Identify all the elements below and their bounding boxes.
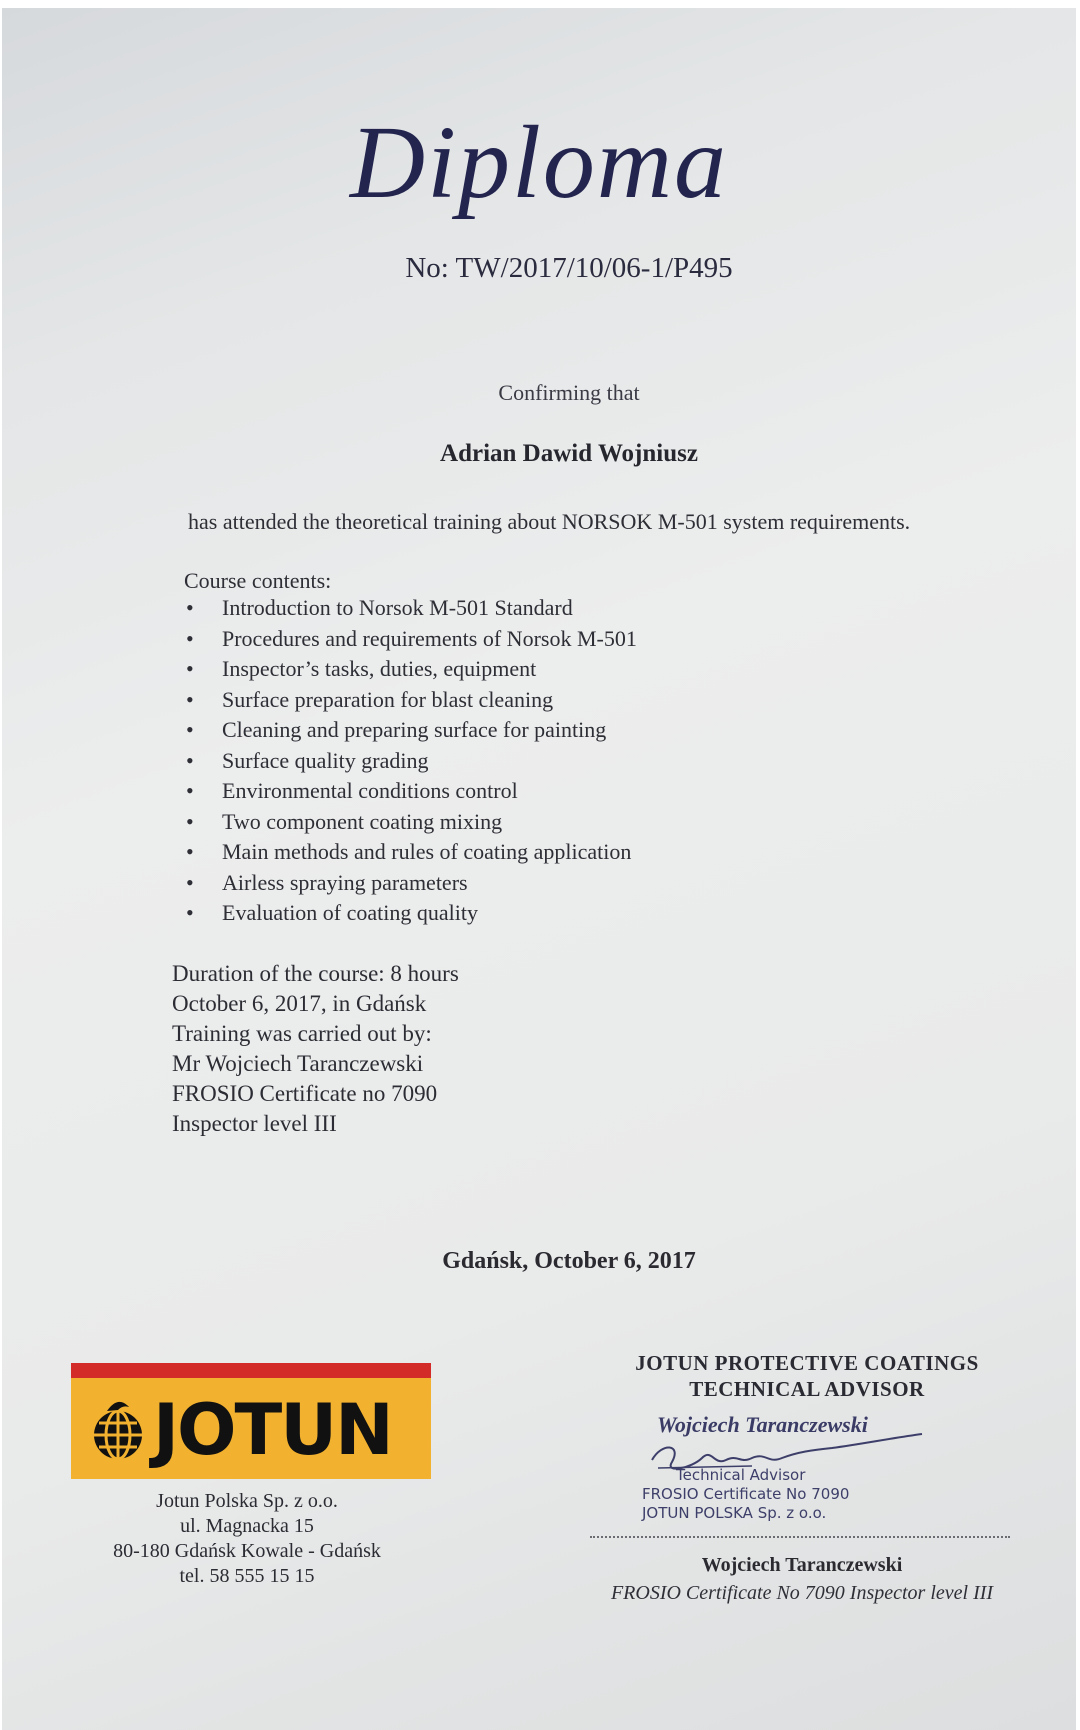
list-item — [180, 748, 637, 779]
bullet: • — [186, 747, 194, 773]
bullet: • — [186, 808, 194, 834]
trainer-certificate: FROSIO Certificate no 7090 — [172, 1081, 438, 1106]
list-item-text: Surface preparation for blast cleaning — [222, 686, 554, 712]
company-name: Jotun Polska Sp. z o.o. — [156, 1490, 338, 1512]
jotun-logo — [71, 1363, 431, 1479]
stamp-company: JOTUN POLSKA Sp. z o.o. — [642, 1504, 827, 1522]
trainer-level: Inspector level III — [172, 1111, 337, 1136]
bullet: • — [186, 625, 194, 651]
company-street: ul. Magnacka 15 — [180, 1515, 314, 1537]
list-item-text: Procedures and requirements of Norsok M-501 — [222, 625, 637, 651]
company-phone: tel. 58 555 15 15 — [179, 1565, 315, 1587]
stamp-cert: FROSIO Certificate No 7090 — [642, 1485, 850, 1503]
advisor-heading — [592, 1351, 1022, 1403]
bullet: • — [186, 717, 194, 742]
list-item-text: Cleaning and preparing surface for painting — [222, 717, 607, 742]
confirming-text: Confirming that — [498, 380, 640, 405]
list-item-text: Two component coating mixing — [222, 808, 503, 834]
trainer-name: Mr Wojciech Taranczewski — [172, 1051, 424, 1076]
bullet: • — [186, 686, 194, 712]
list-item-text: Inspector’s tasks, duties, equipment — [222, 656, 537, 681]
list-item — [180, 839, 637, 870]
list-item — [180, 870, 637, 901]
duration-text: Duration of the course: 8 hours — [172, 961, 459, 986]
list-item — [180, 809, 637, 840]
course-date-text: October 6, 2017, in Gdańsk — [172, 991, 427, 1016]
issue-place-date: Gdańsk, October 6, 2017 — [442, 1248, 696, 1274]
stamp-role: Technical Advisor — [676, 1466, 806, 1484]
course-contents-list — [180, 595, 637, 931]
course-contents-label: Course contents: — [184, 568, 332, 593]
list-item-text: Airless spraying parameters — [222, 869, 468, 895]
company-address — [92, 1490, 402, 1590]
stamp-text — [642, 1466, 849, 1523]
signature-line — [590, 1536, 1010, 1538]
list-item — [180, 595, 637, 626]
company-city: 80-180 Gdańsk Kowale - Gdańsk — [113, 1540, 381, 1562]
advisor-heading-line2: TECHNICAL ADVISOR — [689, 1377, 925, 1401]
course-details — [172, 961, 459, 1141]
bullet: • — [186, 839, 194, 864]
globe-whale-icon — [85, 1397, 151, 1463]
bullet: • — [186, 869, 194, 895]
list-item — [180, 656, 637, 687]
carried-by-text: Training was carried out by: — [172, 1021, 432, 1046]
list-item-text: Introduction to Norsok M-501 Standard — [222, 595, 573, 620]
bullet: • — [186, 778, 194, 803]
list-item — [180, 900, 637, 931]
advisor-stamp — [642, 1412, 972, 1532]
diploma-document — [2, 8, 1076, 1730]
list-item — [180, 778, 637, 809]
bullet: • — [186, 656, 194, 681]
diploma-title: Diploma — [350, 105, 728, 220]
list-item-text: Environmental conditions control — [222, 778, 518, 803]
bullet: • — [186, 595, 194, 620]
stamp-name: Wojciech Taranczewski — [657, 1412, 868, 1437]
logo-wordmark: JOTUN — [153, 1389, 392, 1471]
signer-certificate: FROSIO Certificate No 7090 Inspector level III — [610, 1582, 994, 1604]
bullet: • — [186, 900, 194, 925]
list-item — [180, 626, 637, 657]
list-item — [180, 717, 637, 748]
signer-name: Wojciech Taranczewski — [701, 1554, 903, 1576]
list-item-text: Evaluation of coating quality — [222, 900, 478, 925]
diploma-number: No: TW/2017/10/06-1/P495 — [405, 252, 733, 284]
logo-red-bar — [71, 1363, 431, 1378]
recipient-name: Adrian Dawid Wojniusz — [440, 440, 698, 467]
training-statement: has attended the theoretical training about NORSOK M-501 system requirements. — [188, 509, 911, 534]
advisor-heading-line1: JOTUN PROTECTIVE COATINGS — [635, 1351, 979, 1375]
list-item-text: Surface quality grading — [222, 747, 429, 773]
list-item — [180, 687, 637, 718]
list-item-text: Main methods and rules of coating application — [222, 839, 632, 864]
